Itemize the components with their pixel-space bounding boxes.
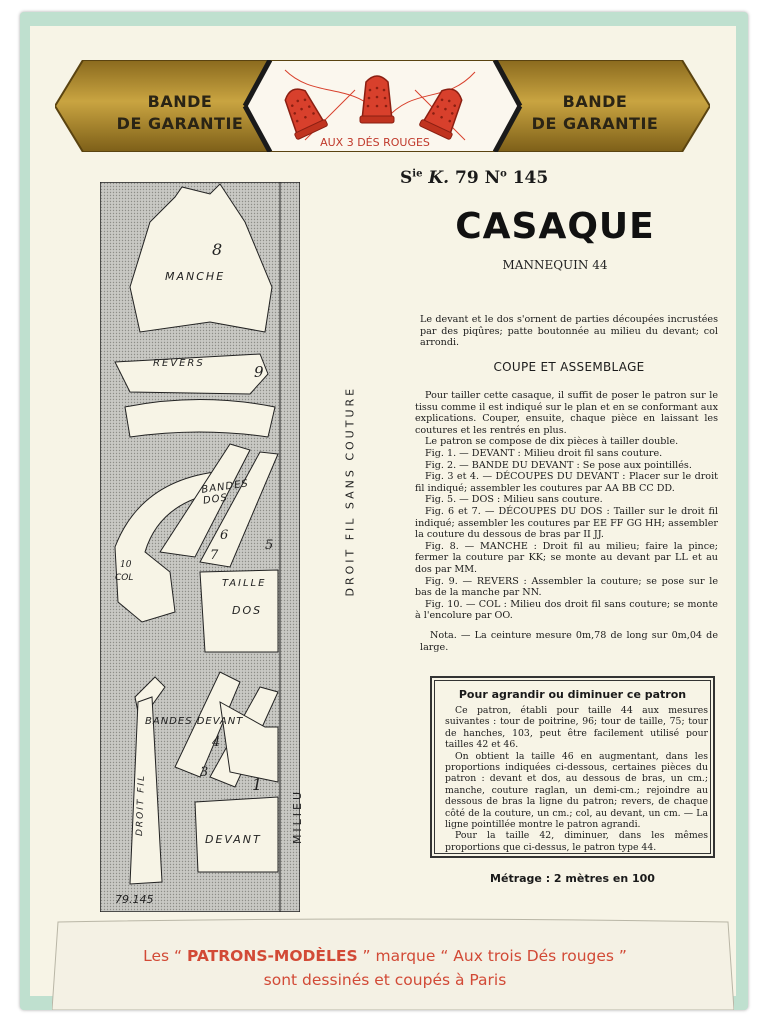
size-adjust-box — [430, 676, 715, 858]
instructions — [415, 390, 718, 622]
serie-letter: K. — [428, 168, 450, 188]
instruction-6: Fig. 6 et 7. — DÉCOUPES DU DOS : Tailler sur le droit fil indiqué; assembler les coutures par EE FF GG HH; assembler la couture du dessous de bras par II JJ. — [415, 505, 718, 541]
serie-number: 79 N — [455, 168, 501, 188]
serie-sup: ie — [412, 168, 423, 180]
thimble-center-icon — [354, 70, 400, 128]
pattern-label-taille: TAILLE — [222, 578, 267, 589]
instruction-2: Fig. 1. — DEVANT : Milieu droit fil sans couture. — [425, 447, 663, 459]
instruction-5: Fig. 5. — DOS : Milieu sans couture. — [425, 494, 603, 506]
pattern-label-milieu: MILIEU — [291, 788, 305, 845]
pattern-label-col: COL — [115, 573, 134, 583]
guarantee-left-line1: BANDE — [147, 92, 213, 111]
flap-line-2: sont dessinés et coupés à Paris — [263, 971, 507, 989]
instruction-3: Fig. 2. — BANDE DU DEVANT : Se pose aux pointillés. — [425, 459, 692, 471]
pattern-label-bandes-devant: BANDES DEVANT — [145, 716, 244, 727]
guarantee-right-line1: BANDE — [562, 92, 628, 111]
number-sup: o — [500, 168, 507, 180]
pattern-label-3: 3 — [200, 765, 209, 780]
pattern-label-4: 4 — [212, 735, 221, 750]
pattern-label-10: 10 — [120, 560, 132, 570]
pattern-label-droit-fil: DROIT FIL — [134, 773, 148, 837]
fabric-requirement: Métrage : 2 mètres en 100 — [490, 872, 655, 885]
section-heading: COUPE ET ASSEMBLAGE — [493, 360, 645, 374]
logo-caption: AUX 3 DÉS ROUGES — [320, 136, 430, 149]
model-reference — [400, 168, 600, 188]
thimble-left-icon — [275, 80, 330, 140]
nota: Nota. — La ceinture mesure 0m,78 de long sur 0m,04 de large. — [420, 630, 718, 653]
garment-title: CASAQUE — [455, 206, 655, 247]
garment-size: MANNEQUIN 44 — [502, 258, 608, 272]
instruction-7: Fig. 8. — MANCHE : Droit fil au milieu; faire la pince; fermer la couture par KK; se monte au devant par LL et au dos par MM. — [415, 540, 718, 575]
flap-line-1-a: Les “ — [143, 947, 187, 965]
model-number: 145 — [512, 168, 549, 188]
instruction-8: Fig. 9. — REVERS : Assembler la couture; se pose sur le bas de la manche par NN. — [415, 575, 718, 599]
flap-line-1-c: ” marque “ Aux trois Dés rouges ” — [357, 947, 627, 965]
instruction-4: Fig. 3 et 4. — DÉCOUPES DU DEVANT : Placer sur le droit fil indiqué; assembler les coutures par AA BB CC DD. — [415, 471, 718, 494]
pattern-label-dos: DOS — [232, 604, 263, 617]
instruction-9: Fig. 10. — COL : Milieu dos droit fil sans couture; se monte à l'encolure par OO. — [415, 598, 718, 622]
thimble-right-icon — [418, 80, 473, 140]
serie-prefix: S — [400, 168, 413, 188]
pattern-label-manche: MANCHE — [165, 270, 226, 283]
size-adjust-box-inner — [434, 680, 711, 854]
pattern-label-1: 1 — [252, 775, 263, 794]
pattern-label-9: 9 — [254, 363, 264, 381]
guarantee-right-line2: DE GARANTIE — [531, 114, 659, 133]
pattern-label-bandes-dos: BANDES DOS — [200, 478, 250, 507]
instruction-1: Le patron se compose de dix pièces à tailler double. — [425, 436, 679, 448]
pattern-label-8: 8 — [212, 240, 223, 259]
size-adjust-para-2: On obtient la taille 46 en augmentant, dans les proportions indiquées ci-dessous, certaines pièces du patron : devant et dos, au dessous de bras, un cm.; manche, couture raglan, un demi-cm.; rejoindre au dessous de bras la ligne du patron; revers, de chaque côté de la couture, un cm.; col, au devant, un cm. — La ligne pointillée montre le patron agrandi. — [445, 750, 708, 831]
size-adjust-title: Pour agrandir ou diminuer ce patron — [458, 688, 687, 701]
garment-description: Le devant et le dos s'ornent de parties découpées incrustées par des piqûres; patte boutonnée au milieu du devant; col arrondi. — [420, 314, 718, 349]
size-adjust-para-1: Ce patron, établi pour taille 44 aux mesures suivantes : tour de poitrine, 96; tour de taille, 75; tour de hanches, 103, peut être facilement utilisé pour tailles 42 et 46. — [445, 705, 708, 751]
pattern-label-6: 6 — [220, 528, 229, 543]
pattern-label-droit-fil-sans-couture: DROIT FIL SANS COUTURE — [343, 385, 357, 597]
guarantee-label-left — [110, 91, 250, 135]
pattern-label-revers: REVERS — [153, 358, 205, 369]
instruction-0: Pour tailler cette casaque, il suffit de poser le patron sur le tissu comme il est indiqué sur le plan et en se conformant aux explications. Couper, ensuite, chaque pièce en laissant les coutures et les rentrés en plus. — [415, 390, 718, 436]
flap-brand: PATRONS-MODÈLES — [186, 947, 358, 965]
pattern-label-7: 7 — [210, 548, 219, 563]
size-adjust-text — [445, 705, 708, 853]
flap-slogan — [60, 944, 710, 992]
pattern-code: 79.145 — [115, 893, 154, 906]
pattern-label-devant: DEVANT — [205, 833, 262, 846]
flap-line-1 — [60, 944, 710, 968]
size-adjust-para-3: Pour la taille 42, diminuer, dans les mêmes proportions que ci-dessus, le patron type 44. — [445, 830, 708, 853]
guarantee-left-line2: DE GARANTIE — [116, 114, 244, 133]
guarantee-label-right — [525, 91, 665, 135]
pattern-label-5: 5 — [265, 538, 274, 553]
